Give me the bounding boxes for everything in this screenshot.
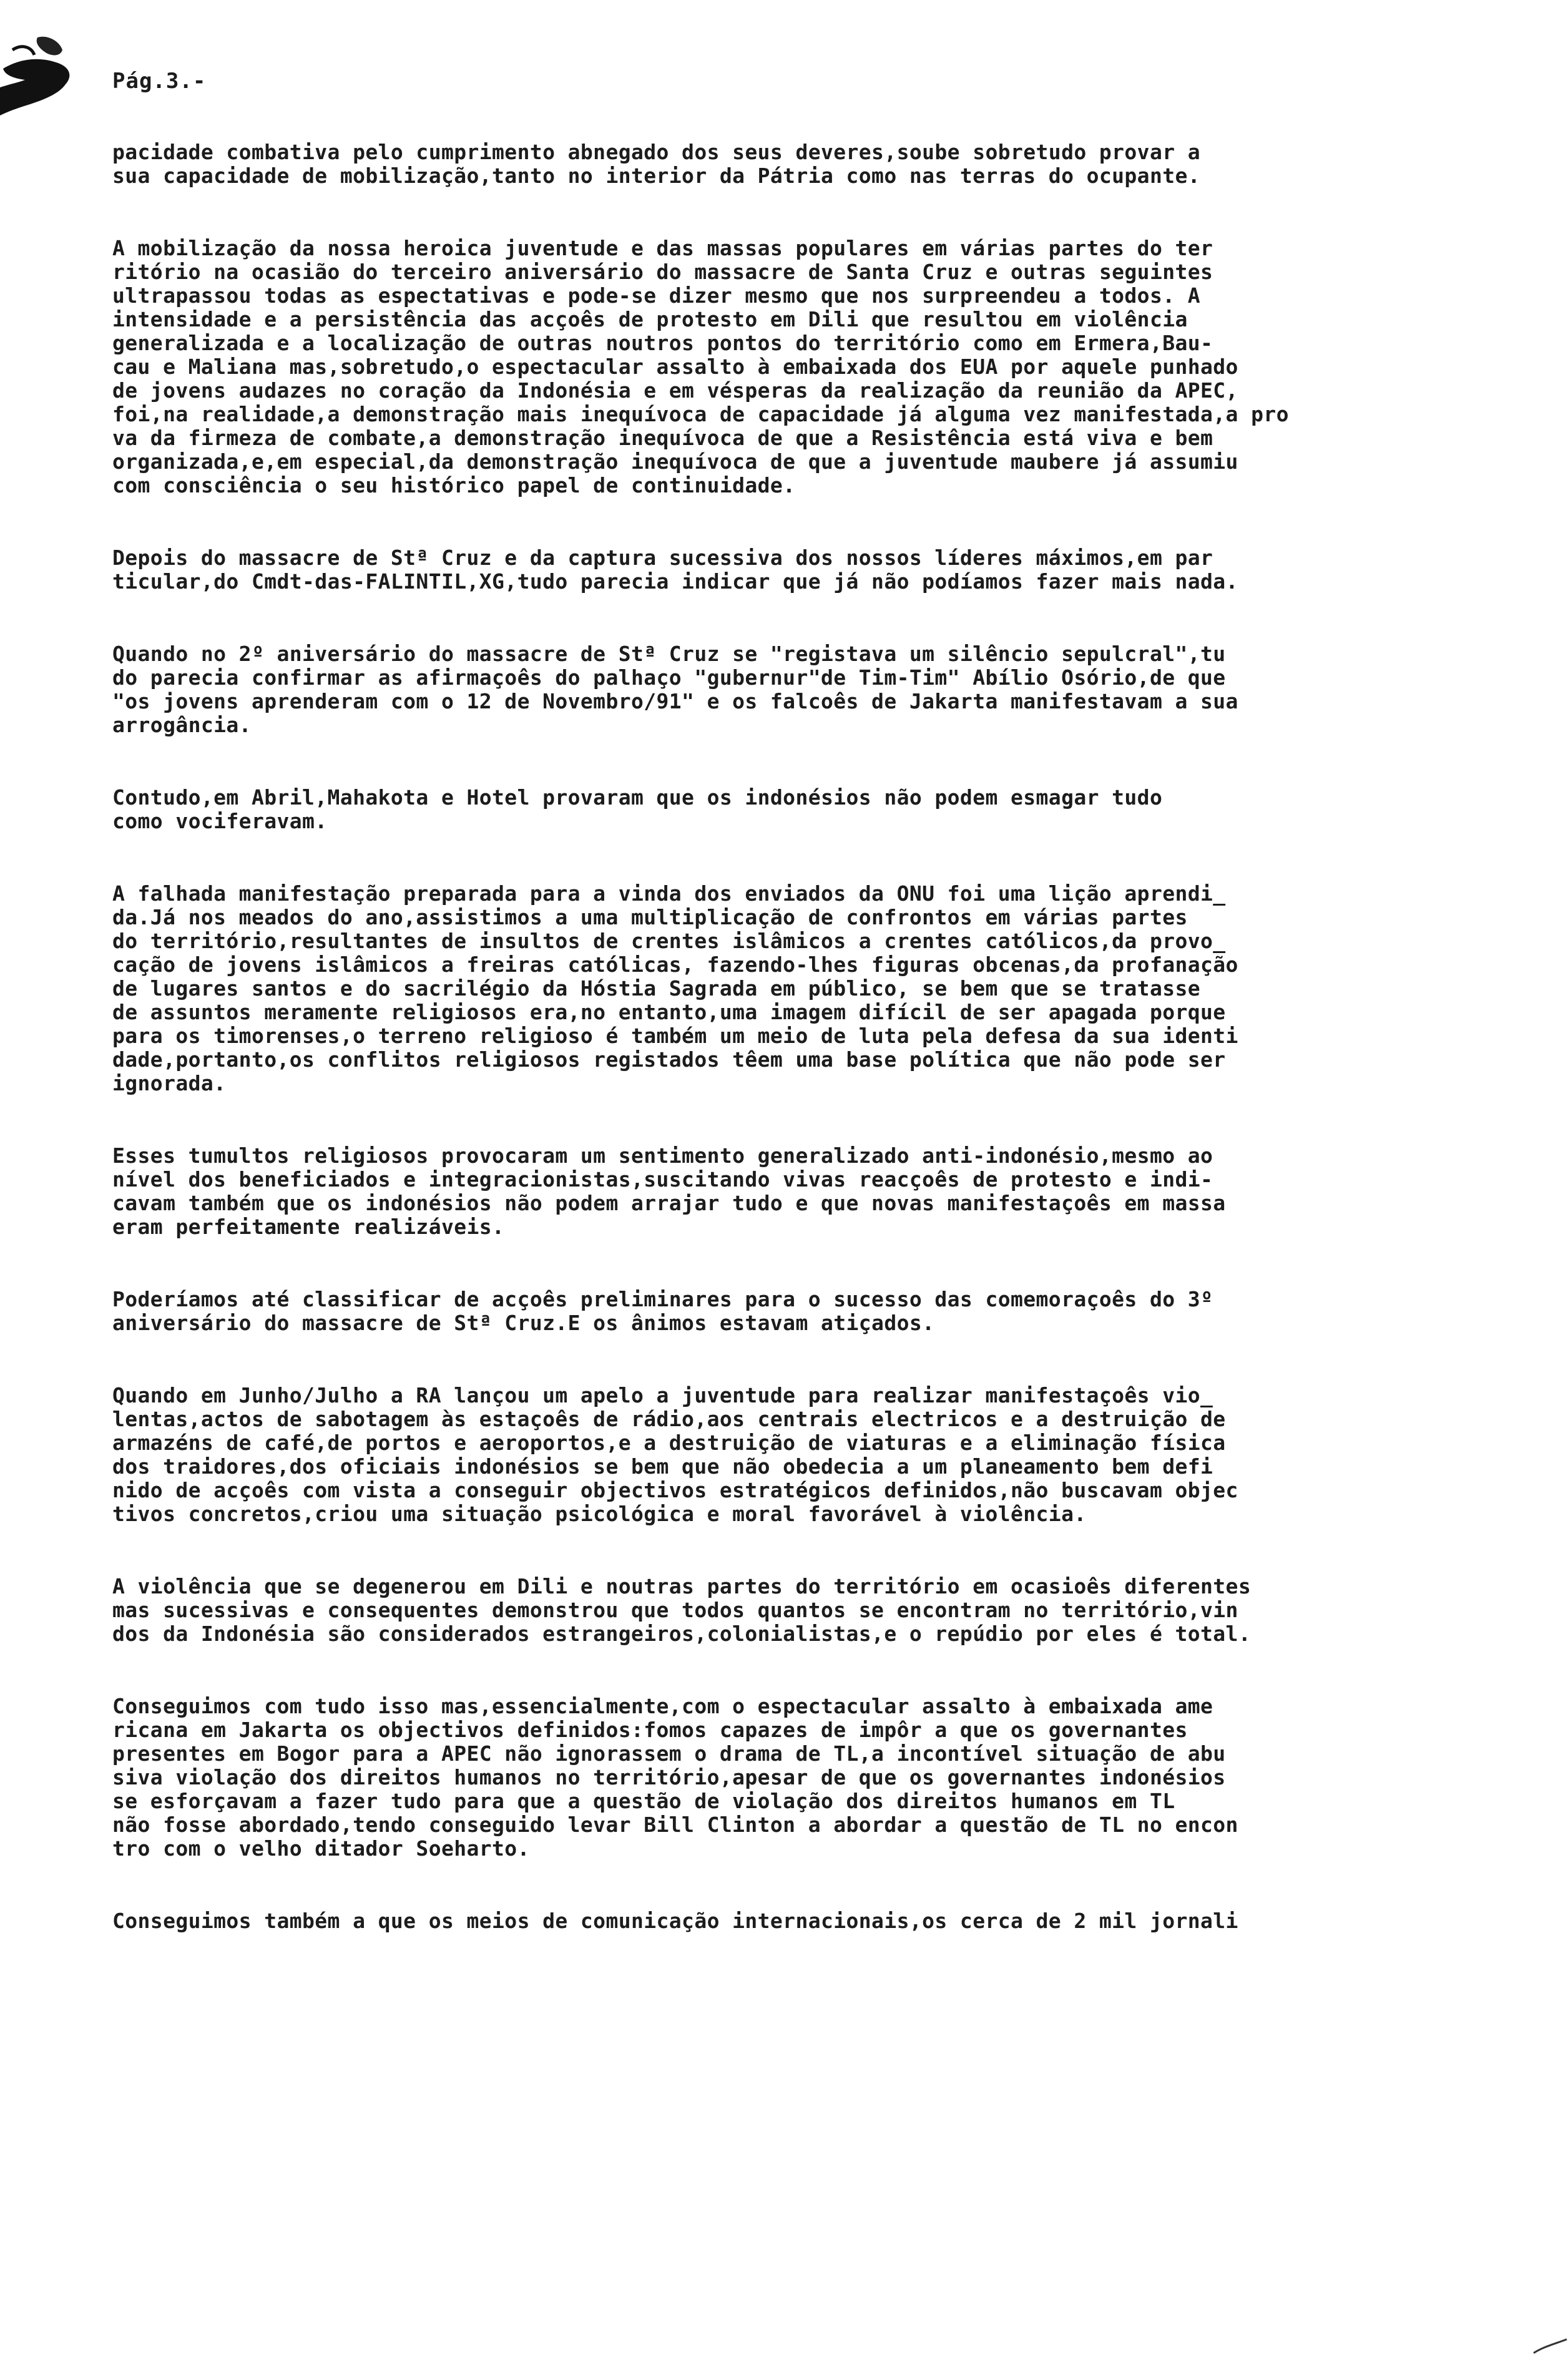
text-line: de assuntos meramente religiosos era,no entanto,uma imagem difícil de ser apagada porque — [112, 1000, 1226, 1024]
text-line: A mobilização da nossa heroica juventude e das massas populares em várias partes do ter — [112, 236, 1213, 260]
paragraph — [112, 546, 1486, 594]
edge-scribble-mark — [1531, 2334, 1568, 2359]
paragraph — [112, 1695, 1486, 1861]
text-line: lentas,actos de sabotagem às estaçoês de rádio,aos centrais electricos e a destruição de — [112, 1407, 1226, 1431]
text-line: Poderíamos até classificar de acçoês preliminares para o sucesso das comemoraçoês do 3º — [112, 1287, 1213, 1311]
text-line: ricana em Jakarta os objectivos definidos:fomos capazes de impôr a que os governantes — [112, 1718, 1188, 1742]
paragraph — [112, 140, 1486, 188]
text-line: dade,portanto,os conflitos religiosos registados têem uma base política que não pode ser — [112, 1047, 1226, 1072]
text-line: Conseguimos também a que os meios de comunicação internacionais,os cerca de 2 mil jornali — [112, 1909, 1238, 1933]
text-line: nível dos beneficiados e integracionistas,suscitando vivas reacçoês de protesto e indi- — [112, 1167, 1213, 1191]
text-line: Conseguimos com tudo isso mas,essencialmente,com o espectacular assalto à embaixada ame — [112, 1694, 1213, 1718]
text-line: intensidade e a persistência das acçoês de protesto em Dili que resultou em violência — [112, 307, 1188, 331]
text-line: não fosse abordado,tendo conseguido levar Bill Clinton a abordar a questão de TL no encon — [112, 1813, 1238, 1837]
text-line: generalizada e a localização de outras noutros pontos do território como em Ermera,Bau- — [112, 331, 1213, 355]
text-line: para os timorenses,o terreno religioso é também um meio de luta pela defesa da sua identi — [112, 1024, 1238, 1048]
text-line: cavam também que os indonésios não podem arrajar tudo e que novas manifestaçoês em massa — [112, 1191, 1226, 1215]
text-line: ticular,do Cmdt-das-FALINTIL,XG,tudo parecia indicar que já não podíamos fazer mais nada. — [112, 569, 1238, 594]
text-line: cação de jovens islâmicos a freiras católicas, fazendo-lhes figuras obcenas,da profanação — [112, 952, 1238, 977]
text-line: aniversário do massacre de Stª Cruz.E os ânimos estavam atiçados. — [112, 1311, 935, 1335]
text-line: do território,resultantes de insultos de crentes islâmicos a crentes católicos,da provo_ — [112, 929, 1226, 953]
text-line: dos da Indonésia são considerados estrangeiros,colonialistas,e o repúdio por eles é total. — [112, 1622, 1252, 1646]
ink-blot-mark — [0, 25, 81, 119]
text-line: da.Já nos meados do ano,assistimos a uma multiplicação de confrontos em várias partes — [112, 905, 1188, 929]
text-line: tivos concretos,criou uma situação psicológica e moral favorável à violência. — [112, 1502, 1087, 1526]
text-line: pacidade combativa pelo cumprimento abnegado dos seus deveres,soube sobretudo provar a — [112, 140, 1201, 164]
text-line: armazéns de café,de portos e aeroportos,e a destruição de viaturas e a eliminação física — [112, 1431, 1226, 1455]
paragraph — [112, 1144, 1486, 1239]
text-line: tro com o velho ditador Soeharto. — [112, 1836, 530, 1861]
paragraph — [112, 237, 1486, 497]
text-line: Depois do massacre de Stª Cruz e da captura sucessiva dos nossos líderes máximos,em par — [112, 546, 1213, 570]
paragraph — [112, 1575, 1486, 1646]
text-line: Quando em Junho/Julho a RA lançou um apelo a juventude para realizar manifestaçoês vio_ — [112, 1383, 1213, 1407]
paragraph — [112, 1384, 1486, 1526]
text-line: Contudo,em Abril,Mahakota e Hotel provaram que os indonésios não podem esmagar tudo — [112, 785, 1163, 810]
text-line: com consciência o seu histórico papel de continuidade. — [112, 473, 796, 497]
page-number: Pág.3.- — [112, 69, 207, 94]
text-line: Esses tumultos religiosos provocaram um sentimento generalizado anti-indonésio,mesmo ao — [112, 1143, 1213, 1168]
text-line: organizada,e,em especial,da demonstração inequívoca de que a juventude maubere já assumiu — [112, 449, 1238, 474]
text-line: A falhada manifestação preparada para a vinda dos enviados da ONU foi uma lição aprendi_ — [112, 881, 1226, 906]
text-line: se esforçavam a fazer tudo para que a questão de violação dos direitos humanos em TL — [112, 1789, 1175, 1813]
text-line: de jovens audazes no coração da Indonésia e em vésperas da realização da reunião da APEC, — [112, 378, 1238, 403]
text-line: siva violação dos direitos humanos no território,apesar de que os governantes indonésios — [112, 1765, 1226, 1789]
document-body — [112, 140, 1486, 1982]
text-line: A violência que se degenerou em Dili e noutras partes do território em ocasioês diferentes — [112, 1574, 1252, 1598]
text-line: "os jovens aprenderam com o 12 de Novembro/91" e os falcoês de Jakarta manifestavam a sua — [112, 689, 1238, 713]
text-line: nido de acçoês com vista a conseguir objectivos estratégicos definidos,não buscavam objec — [112, 1478, 1238, 1502]
text-line: arrogância. — [112, 713, 252, 737]
text-line: ultrapassou todas as espectativas e pode-se dizer mesmo que nos surpreendeu a todos. A — [112, 283, 1201, 308]
text-line: va da firmeza de combate,a demonstração inequívoca de que a Resistência está viva e bem — [112, 426, 1213, 450]
text-line: do parecia confirmar as afirmaçoês do palhaço "gubernur"de Tim-Tim" Abílio Osório,de que — [112, 665, 1226, 690]
paragraph — [112, 786, 1486, 833]
text-line: eram perfeitamente realizáveis. — [112, 1215, 505, 1239]
text-line: ritório na ocasião do terceiro aniversário do massacre de Santa Cruz e outras seguintes — [112, 260, 1213, 284]
paragraph — [112, 1909, 1486, 1933]
text-line: presentes em Bogor para a APEC não ignorassem o drama de TL,a incontível situação de abu — [112, 1741, 1226, 1766]
text-line: ignorada. — [112, 1071, 227, 1095]
text-line: foi,na realidade,a demonstração mais inequívoca de capacidade já alguma vez manifestada,a pro — [112, 402, 1289, 426]
text-line: mas sucessivas e consequentes demonstrou que todos quantos se encontram no território,vin — [112, 1598, 1238, 1622]
paragraph — [112, 1288, 1486, 1335]
paragraph — [112, 882, 1486, 1095]
text-line: cau e Maliana mas,sobretudo,o espectacular assalto à embaixada dos EUA por aquele punhado — [112, 355, 1238, 379]
text-line: como vociferavam. — [112, 809, 328, 833]
text-line: dos traidores,dos oficiais indonésios se bem que não obedecia a um planeamento bem defi — [112, 1454, 1213, 1479]
paragraph — [112, 642, 1486, 737]
text-line: de lugares santos e do sacrilégio da Hóstia Sagrada em público, se bem que se tratasse — [112, 976, 1201, 1001]
text-line: sua capacidade de mobilização,tanto no interior da Pátria como nas terras do ocupante. — [112, 164, 1201, 188]
text-line: Quando no 2º aniversário do massacre de Stª Cruz se "registava um silêncio sepulcral",tu — [112, 642, 1226, 666]
